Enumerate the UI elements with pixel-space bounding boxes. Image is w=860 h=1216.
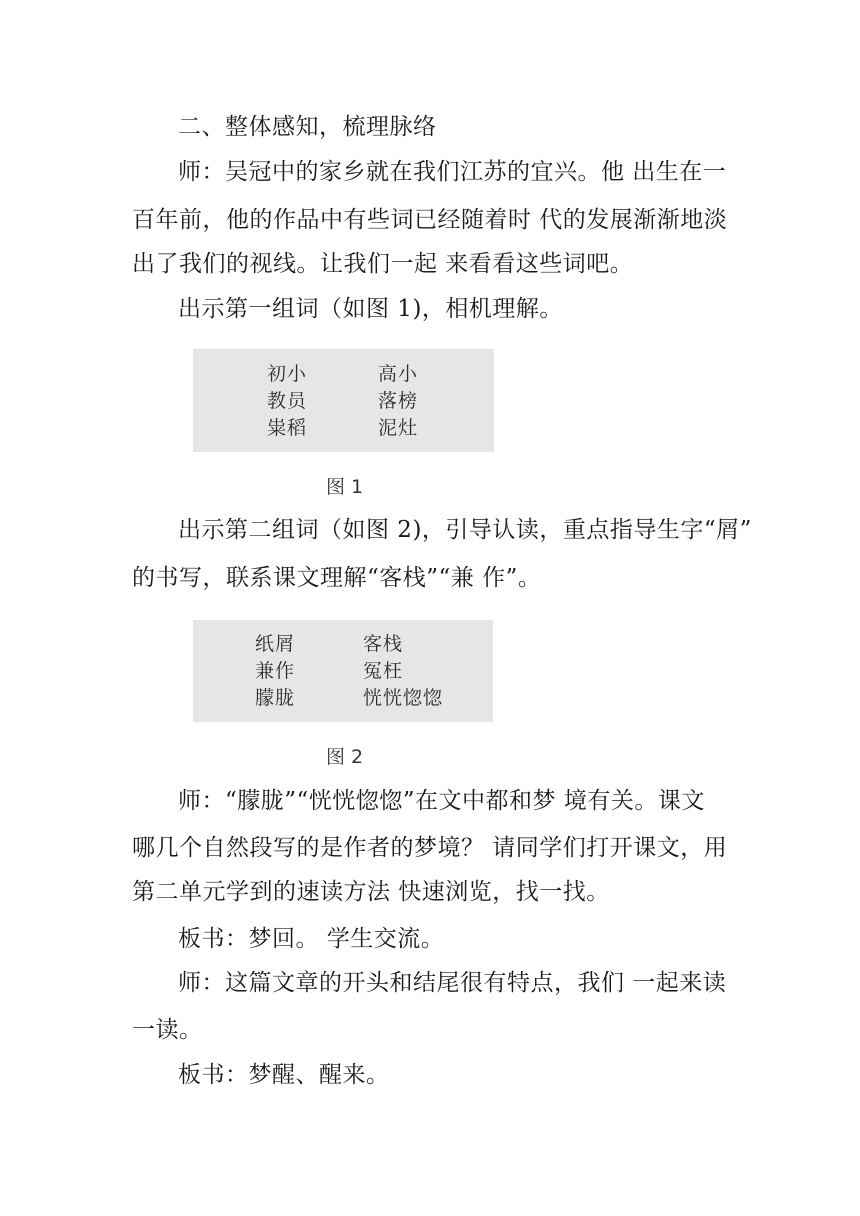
figure-2-word: 兼作 (255, 660, 296, 682)
figure-1-word: 教员 (267, 390, 308, 412)
figure-2-caption: 图 2 (326, 746, 364, 768)
paragraph-4-line-1: 师：“朦胧”“恍恍惚惚”在文中都和梦 境有关。课文 (178, 788, 705, 814)
figure-2-word: 冤枉 (363, 660, 404, 682)
figure-1-word: 粜稻 (267, 417, 308, 439)
paragraph-1-line-1: 师：吴冠中的家乡就在我们江苏的宜兴。他 出生在一 (178, 159, 727, 185)
figure-1-word-box (193, 349, 494, 452)
paragraph-1-line-3: 出了我们的视线。让我们一起 来看看这些词吧。 (132, 251, 634, 277)
figure-2-word-box (193, 620, 493, 722)
paragraph-1-line-2: 百年前，他的作品中有些词已经随着时 代的发展渐渐地淡 (132, 207, 728, 233)
figure-2-word: 客栈 (363, 633, 404, 655)
figure-1-word: 高小 (378, 363, 419, 385)
paragraph-3-line-1: 出示第二组词（如图 2)，引导认读，重点指导生字“屑” (178, 517, 752, 543)
paragraph-5: 板书：梦回。 学生交流。 (178, 926, 445, 952)
figure-1-caption: 图 1 (326, 476, 364, 498)
paragraph-3-line-2: 的书写，联系课文理解“客栈”“兼 作”。 (132, 565, 542, 591)
figure-2-word: 恍恍惚惚 (363, 687, 444, 709)
paragraph-4-line-3: 第二单元学到的速读方法 快速浏览，找一找。 (132, 879, 610, 905)
figure-1-word: 泥灶 (378, 417, 419, 439)
paragraph-6-line-2: 一读。 (132, 1017, 203, 1043)
figure-2-word: 朦胧 (255, 687, 296, 709)
paragraph-6-line-1: 师：这篇文章的开头和结尾很有特点，我们 一起来读 (178, 970, 727, 996)
paragraph-2: 出示第一组词（如图 1)，相机理解。 (178, 296, 563, 322)
figure-1-word: 落榜 (378, 390, 419, 412)
figure-2-word: 纸屑 (255, 633, 296, 655)
figure-1-word: 初小 (267, 363, 308, 385)
section-heading: 二、整体感知，梳理脉络 (178, 114, 437, 140)
paragraph-7: 板书：梦醒、醒来。 (178, 1062, 390, 1088)
paragraph-4-line-2: 哪几个自然段写的是作者的梦境？ 请同学们打开课文，用 (132, 835, 728, 861)
